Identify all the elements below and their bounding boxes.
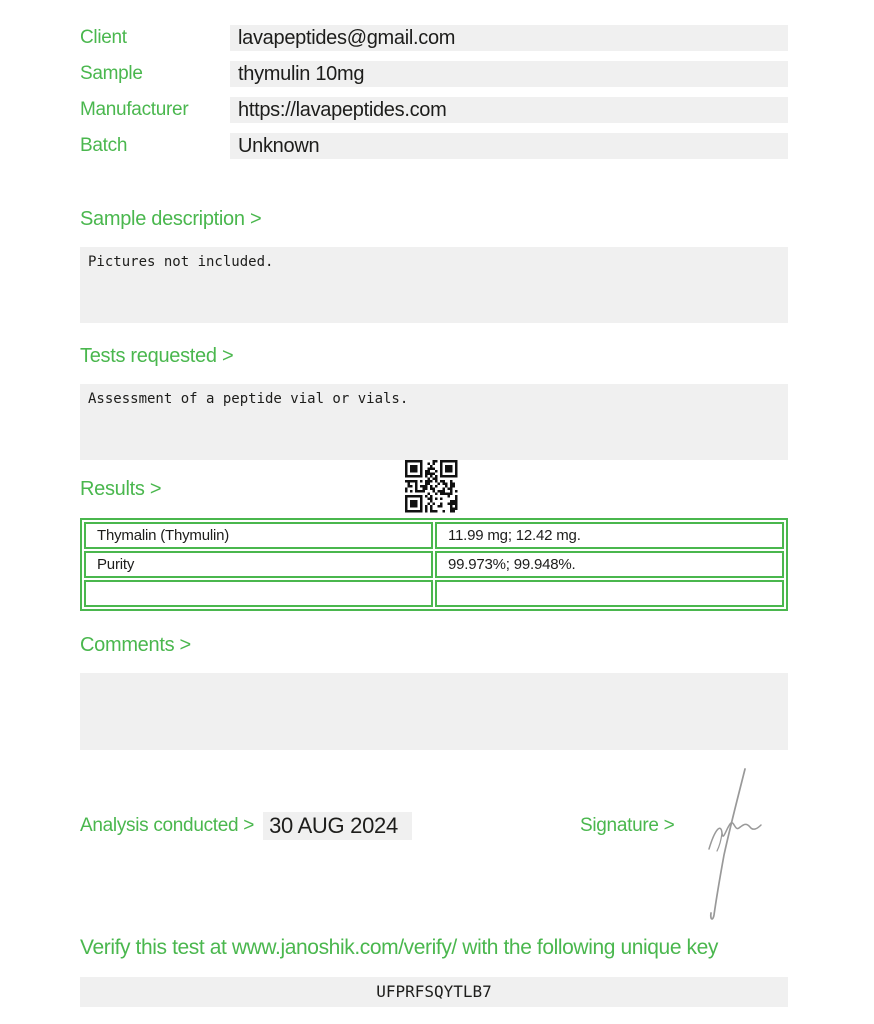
table-row (84, 580, 784, 607)
verify-text: Verify this test at www.janoshik.com/verify/ with the following unique key (80, 936, 719, 959)
field-label-client: Client (80, 27, 127, 48)
signature-image (693, 765, 778, 925)
signature-label: Signature > (580, 815, 675, 836)
field-label-batch: Batch (80, 135, 128, 156)
table-row (84, 551, 784, 578)
result-value: 99.973%; 99.948%. (435, 551, 784, 578)
field-value-manufacturer: https://lavapeptides.com (230, 97, 788, 123)
analysis-date: 30 AUG 2024 (263, 812, 412, 840)
sample-description-box: Pictures not included. (80, 247, 788, 323)
result-value: 11.99 mg; 12.42 mg. (435, 522, 784, 549)
field-value-client: lavapeptides@gmail.com (230, 25, 788, 51)
field-value-sample: thymulin 10mg (230, 61, 788, 87)
sample-description-heading: Sample description > (80, 208, 262, 230)
table-row (84, 522, 784, 549)
tests-requested-heading: Tests requested > (80, 345, 234, 367)
tests-requested-box: Assessment of a peptide vial or vials. (80, 384, 788, 460)
result-name: Purity (84, 551, 433, 578)
comments-box (80, 673, 788, 750)
result-value (435, 580, 784, 607)
result-name (84, 580, 433, 607)
unique-key: UFPRFSQYTLB7 (80, 977, 788, 1007)
results-table (80, 518, 788, 611)
result-name: Thymalin (Thymulin) (84, 522, 433, 549)
field-value-batch: Unknown (230, 133, 788, 159)
analysis-conducted-label: Analysis conducted > (80, 815, 255, 836)
qr-code-icon (405, 460, 458, 513)
field-label-manufacturer: Manufacturer (80, 99, 189, 120)
field-label-sample: Sample (80, 63, 143, 84)
results-heading: Results > (80, 478, 162, 500)
comments-heading: Comments > (80, 634, 191, 656)
